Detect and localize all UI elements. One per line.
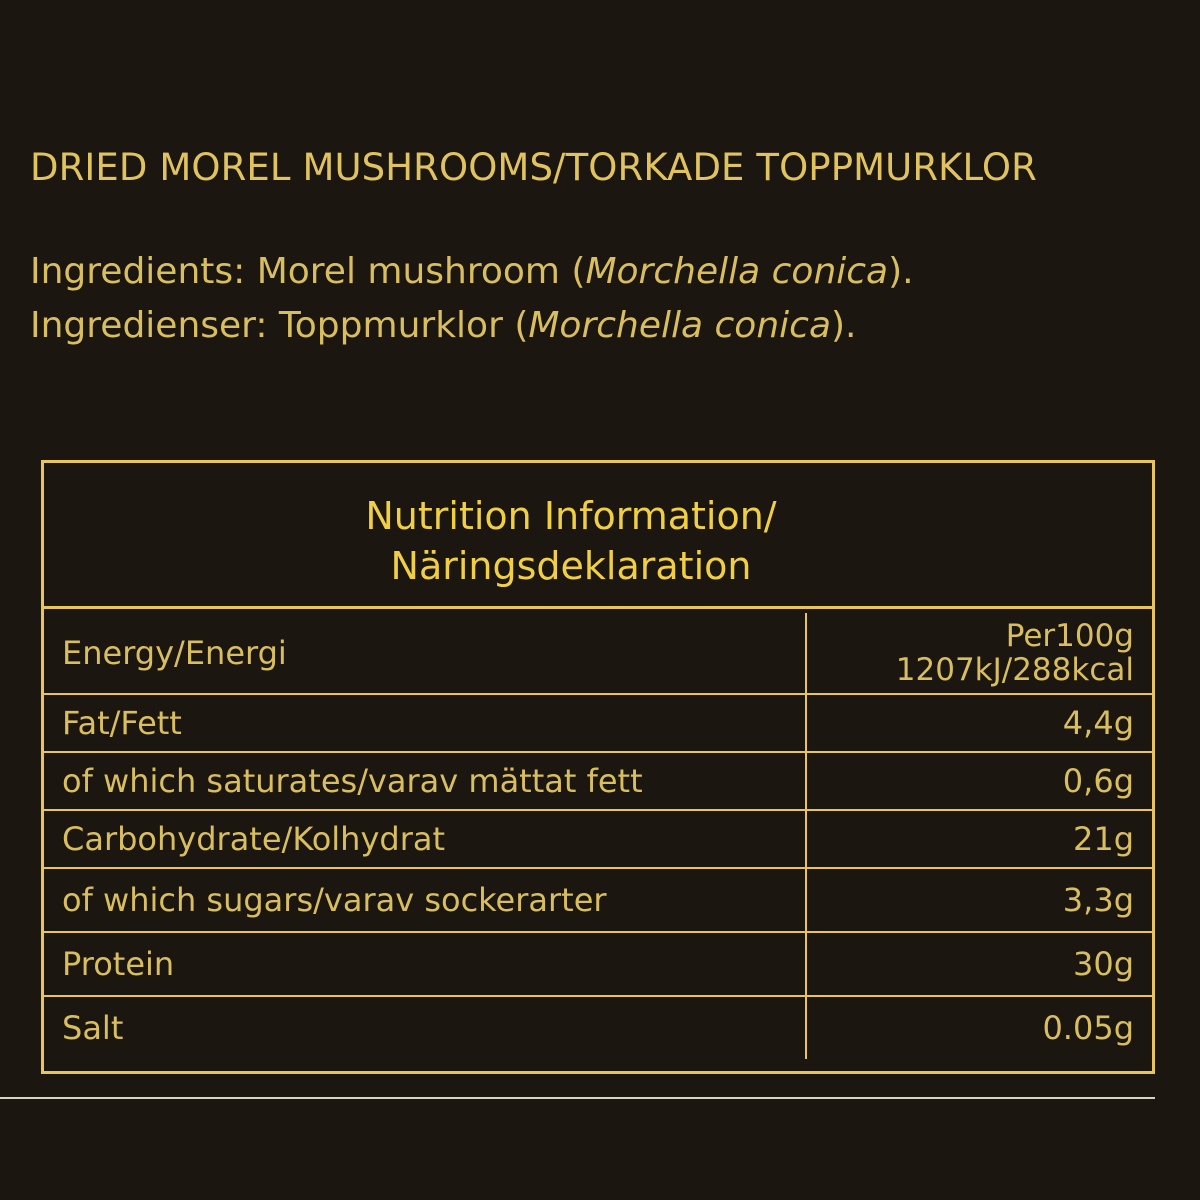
bottom-divider <box>0 1097 1155 1099</box>
ingredients-swedish-suffix: ). <box>831 305 857 346</box>
nutrition-header <box>44 463 1152 609</box>
table-row-protein <box>44 932 1152 996</box>
nutrient-name: Energy/Energi <box>44 613 806 694</box>
energy-per-label: Per100g <box>1005 618 1134 654</box>
nutrient-value: 0.05g <box>806 996 1152 1059</box>
table-row-saturates <box>44 752 1152 810</box>
nutrient-name: Salt <box>44 996 806 1059</box>
product-title: DRIED MOREL MUSHROOMS/TORKADE TOPPMURKLOR <box>30 146 1037 189</box>
nutrient-value: 4,4g <box>806 694 1152 752</box>
nutrition-header-line1: Nutrition Information/ <box>365 494 777 538</box>
nutrition-table <box>44 613 1152 1059</box>
nutrition-header-line2: Näringsdeklaration <box>390 544 752 588</box>
ingredients-english <box>30 245 914 299</box>
table-row-sugars <box>44 868 1152 932</box>
ingredients-swedish <box>30 299 914 353</box>
table-row-fat <box>44 694 1152 752</box>
nutrient-value: 30g <box>806 932 1152 996</box>
ingredients-english-latin-name: Morchella conica <box>585 251 889 292</box>
nutrition-table-box <box>41 460 1155 1074</box>
nutrient-value: 21g <box>806 810 1152 868</box>
table-row-salt <box>44 996 1152 1059</box>
ingredients-swedish-latin-name: Morchella conica <box>528 305 832 346</box>
nutrient-name: Fat/Fett <box>44 694 806 752</box>
ingredients-swedish-text: Ingredienser: Toppmurklor ( <box>30 305 529 346</box>
energy-value: 1207kJ/288kcal <box>895 652 1134 688</box>
ingredients-english-suffix: ). <box>888 251 914 292</box>
nutrient-name: Carbohydrate/Kolhydrat <box>44 810 806 868</box>
table-row-energy <box>44 613 1152 694</box>
table-row-carbohydrate <box>44 810 1152 868</box>
nutrient-value <box>806 613 1152 694</box>
nutrient-name: of which sugars/varav sockerarter <box>44 868 806 932</box>
ingredients-block <box>30 245 914 353</box>
nutrient-value: 3,3g <box>806 868 1152 932</box>
nutrient-name: Protein <box>44 932 806 996</box>
ingredients-english-text: Ingredients: Morel mushroom ( <box>30 251 586 292</box>
nutrient-name: of which saturates/varav mättat fett <box>44 752 806 810</box>
nutrient-value: 0,6g <box>806 752 1152 810</box>
